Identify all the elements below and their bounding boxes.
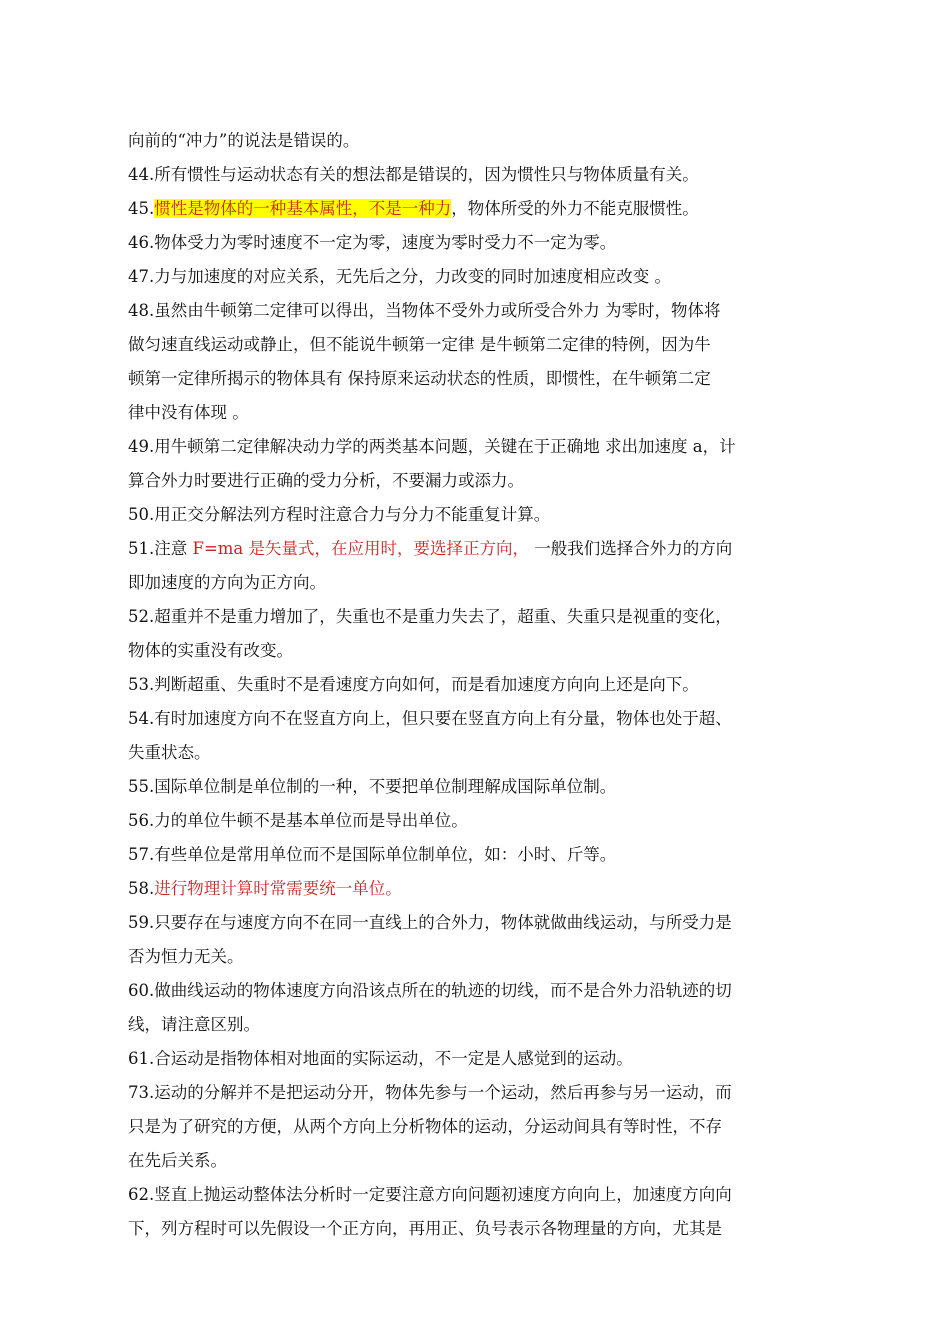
text-line: 50.用正交分解法列方程时注意合力与分力不能重复计算。 — [128, 505, 551, 524]
text-line: 46.物体受力为零时速度不一定为零，速度为零时受力不一定为零。 — [128, 233, 617, 252]
text-line: 律中没有体现 。 — [128, 403, 249, 422]
text-line: 47.力与加速度的对应关系，无先后之分，力改变的同时加速度相应改变 。 — [128, 267, 671, 286]
text-line: 61.合运动是指物体相对地面的实际运动，不一定是人感觉到的运动。 — [128, 1049, 633, 1068]
text-line: 60.做曲线运动的物体速度方向沿该点所在的轨迹的切线，而不是合外力沿轨迹的切 — [128, 981, 732, 1000]
text-line: 52.超重并不是重力增加了，失重也不是重力失去了，超重、失重只是视重的变化， — [128, 607, 732, 626]
text-line: 算合外力时要进行正确的受力分析，不要漏力或添力。 — [128, 471, 524, 490]
text-line — [128, 532, 828, 566]
text-line: 55.国际单位制是单位制的一种，不要把单位制理解成国际单位制。 — [128, 777, 617, 796]
document-body — [128, 124, 828, 1246]
text-line: 向前的“冲力”的说法是错误的。 — [128, 131, 360, 150]
text-line: 54.有时加速度方向不在竖直方向上，但只要在竖直方向上有分量，物体也处于超、 — [128, 709, 732, 728]
text-line — [128, 872, 828, 906]
highlighted-text: 惯性是物体的一种基本属性，不是一种力 — [154, 199, 452, 218]
text-line: 只是为了研究的方便，从两个方向上分析物体的运动，分运动间具有等时性，不存 — [128, 1117, 722, 1136]
item-number: 58. — [128, 879, 155, 898]
text-line: 53.判断超重、失重时不是看速度方向如何，而是看加速度方向向上还是向下。 — [128, 675, 699, 694]
text-line: 56.力的单位牛顿不是基本单位而是导出单位。 — [128, 811, 468, 830]
text-line: 62.竖直上抛运动整体法分析时一定要注意方向问题初速度方向向上，加速度方向向 — [128, 1185, 732, 1204]
text-line: 48.虽然由牛顿第二定律可以得出，当物体不受外力或所受合外力 为零时，物体将 — [128, 301, 721, 320]
text-segment: 一般我们选择合外力的方向 — [529, 539, 733, 558]
text-line: 顿第一定律所揭示的物体具有 保持原来运动状态的性质，即惯性，在牛顿第二定 — [128, 369, 711, 388]
red-emphasis-text: F=ma 是矢量式，在应用时，要选择正方向， — [192, 539, 530, 558]
text-line: 73.运动的分解并不是把运动分开，物体先参与一个运动，然后再参与另一运动，而 — [128, 1083, 732, 1102]
item-number: 51.注意 — [128, 539, 193, 558]
text-line: 做匀速直线运动或静止，但不能说牛顿第一定律 是牛顿第二定律的特例，因为牛 — [128, 335, 711, 354]
text-line: 失重状态。 — [128, 743, 211, 762]
text-line: 物体的实重没有改变。 — [128, 641, 293, 660]
text-line: 59.只要存在与速度方向不在同一直线上的合外力，物体就做曲线运动，与所受力是 — [128, 913, 732, 932]
text-line: 44.所有惯性与运动状态有关的想法都是错误的，因为惯性只与物体质量有关。 — [128, 165, 699, 184]
item-number: 45. — [128, 199, 155, 218]
text-line: 即加速度的方向为正方向。 — [128, 573, 326, 592]
red-emphasis-text: 进行物理计算时常需要统一单位。 — [154, 879, 402, 898]
text-line: 线，请注意区别。 — [128, 1015, 260, 1034]
text-segment: ，物体所受的外力不能克服惯性。 — [451, 199, 699, 218]
text-line: 在先后关系。 — [128, 1151, 227, 1170]
text-line: 57.有些单位是常用单位而不是国际单位制单位，如：小时、斤等。 — [128, 845, 617, 864]
text-line: 49.用牛顿第二定律解决动力学的两类基本问题，关键在于正确地 求出加速度 a，计 — [128, 437, 736, 456]
text-line — [128, 192, 828, 226]
text-line: 下，列方程时可以先假设一个正方向，再用正、负号表示各物理量的方向，尤其是 — [128, 1219, 722, 1238]
text-line: 否为恒力无关。 — [128, 947, 244, 966]
